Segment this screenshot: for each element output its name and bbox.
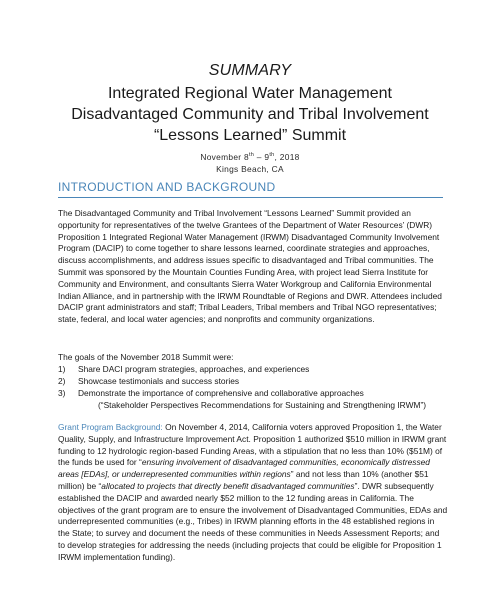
grant-background-paragraph — [58, 422, 448, 564]
event-date — [0, 152, 500, 162]
goal-text: Share DACI program strategies, approaches, and experiences — [78, 364, 310, 374]
goal-number: 3) — [58, 388, 66, 398]
title-line-3: “Lessons Learned” Summit — [153, 127, 347, 144]
grant-text-2: ” and not less than 10% (another $51 million) be “ — [58, 469, 429, 491]
date-year: , 2018 — [274, 152, 300, 162]
summary-text: SUMMARY — [208, 62, 292, 79]
grant-quote-1: ensuring involvement of disadvantaged communities, economically distressed areas [EDAs], or underrepresented communities within regions — [58, 457, 430, 480]
goal-text: Showcase testimonials and success stories — [78, 376, 240, 386]
goal-text: Demonstrate the importance of comprehensive and collaborative approaches — [78, 388, 364, 398]
event-location: Kings Beach, CA — [216, 164, 284, 174]
goal-number: 1) — [58, 364, 66, 374]
goals-list — [58, 363, 458, 411]
grant-background-lead: Grant Program Background: — [58, 422, 163, 432]
goal-item — [58, 387, 458, 411]
goal-item — [58, 375, 458, 387]
grant-text-3: ”. DWR subsequently established the DACIP and awarded nearly $52 million to the 12 funding areas in California. The objectives of the grant program are to ensure the involvement of Disadvantaged Communities, EDAs and underrepresented communities (e.g., Tribes) in IRWM planning efforts in the 48 established regions in the State; to survey and document the needs of these communities in Needs Assessment Reports; and to develop strategies for addressing the needs (including projects that could be eligible for Proposition 1 IRWM implementation funding). — [58, 480, 448, 562]
goal-subtext: (“Stakeholder Perspectives Recommendations for Sustaining and Strengthening IRWM”) — [98, 400, 427, 410]
section-divider — [58, 197, 443, 198]
goal-number: 2) — [58, 376, 66, 386]
summary-heading — [0, 62, 500, 80]
title-line-1: Integrated Regional Water Management — [107, 85, 392, 102]
grant-quote-2: allocated to projects that directly benefit disadvantaged communities — [101, 480, 355, 491]
intro-paragraph: The Disadvantaged Community and Tribal Involvement “Lessons Learned” Summit provided an opportunity for representatives of the twelve Grantees of the Department of Water Resources’ (DWR) Proposition 1 Integrated Regional Water Management (IRWM) Disadvantaged Community Involvement Program (DACIP) to come together to share lessons learned, coordinate strategies and approaches, discuss accomplishments, and address issues specific to disadvantaged and Tribal communities. The Summit was sponsored by the Mountain Counties Funding Area, with project lead Sierra Institute for Community and Environment, and consultants Sierra Water Workgroup and California Environmental Indian Alliance, and in partnership with the IRWM Roundtable of Regions and DWR. Attendees included DACIP grant administrators and staff; Tribal Leaders, Tribal members and Tribal NGO representatives; state, federal, and local water agencies; and nonprofits and community organizations. — [58, 208, 442, 325]
date-ordinal-2: th — [269, 152, 275, 159]
date-start: November 8 — [200, 152, 249, 162]
grant-text-1: On November 4, 2014, California voters approved Proposition 1, the Water Quality, Supply, and Infrastructure Improvement Act. Proposition 1 authorized $510 million in IRWM grant funding to 12 hydrologic region-based Funding Areas, with a stipulation that no less than 10% ($51M) of the funds be used for “ — [58, 422, 447, 468]
goals-intro: The goals of the November 2018 Summit were: — [58, 352, 234, 362]
goal-item — [58, 363, 458, 375]
date-ordinal-1: th — [248, 152, 255, 159]
date-end: – 9 — [254, 152, 270, 162]
section-heading: INTRODUCTION AND BACKGROUND — [58, 180, 276, 194]
title-line-2: Disadvantaged Community and Tribal Involvement — [71, 106, 429, 123]
